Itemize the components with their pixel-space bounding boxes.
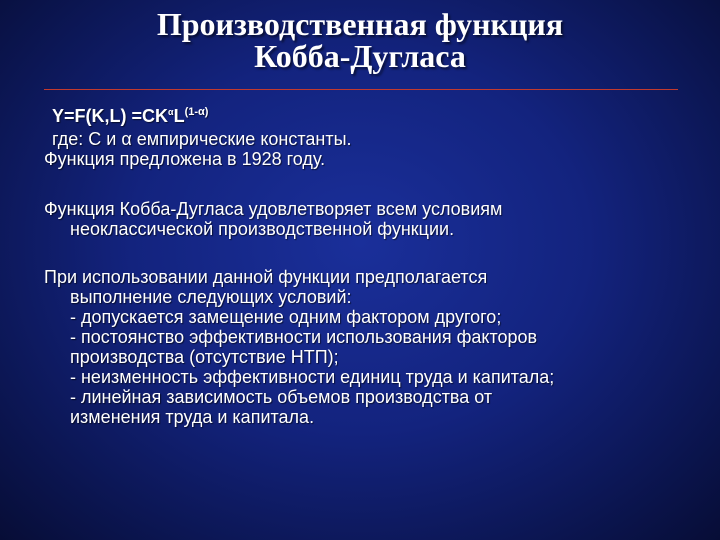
condition-item: - неизменность эффективности единиц труда и капитала; — [70, 367, 555, 387]
title-divider — [44, 89, 678, 90]
formula-exponent-alpha: α — [168, 107, 174, 117]
condition-item: - допускается замещение одним фактором другого; — [70, 307, 502, 327]
slide-title — [40, 8, 680, 72]
title-line-2: Кобба-Дугласа — [254, 38, 466, 74]
formula-exponent-one-minus-alpha: (1-α) — [184, 106, 209, 118]
paragraph-conditions — [44, 267, 694, 427]
paragraph-2-line-2: выполнение следующих условий: — [70, 287, 352, 307]
condition-item: - постоянство эффективности использования факторов — [70, 327, 538, 347]
paragraph-1-line-1: Функция Кобба-Дугласа удовлетворяет всем условиям — [44, 199, 503, 219]
paragraph-1-line-2: неоклассической производственной функции. — [70, 219, 455, 239]
cobb-douglas-formula — [44, 106, 694, 126]
condition-item-continuation: изменения труда и капитала. — [70, 407, 315, 427]
condition-item: - линейная зависимость объемов производства от — [70, 387, 493, 407]
condition-item-continuation: производства (отсутствие НТП); — [70, 347, 339, 367]
constants-note: где: С и α емпирические константы. — [52, 129, 352, 149]
paragraph-neoclassical — [44, 199, 694, 239]
formula-l: L — [173, 106, 185, 126]
year-note: Функция предложена в 1928 году. — [44, 149, 326, 169]
paragraph-2-line-1: При использовании данной функции предполагается — [44, 267, 488, 287]
formula-main: Y=F(K,L) =CK — [52, 106, 169, 126]
slide-body — [44, 106, 694, 427]
title-line-1: Производственная функция — [156, 6, 564, 42]
